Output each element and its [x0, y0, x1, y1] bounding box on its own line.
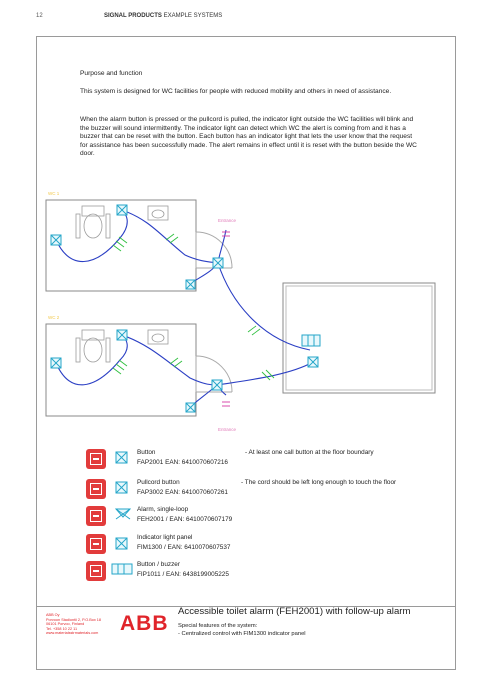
- legend-pullcord-icon: [86, 479, 106, 499]
- walls: [46, 200, 435, 416]
- legend-button-note: - At least one call button at the floor boundary: [245, 449, 374, 456]
- intro-paragraph-1: This system is designed for WC facilities for people with reduced mobility and others in need of assistance.: [80, 88, 392, 95]
- devices: [51, 205, 320, 412]
- wc1-toilet-tank: [82, 206, 104, 216]
- wc2-toilet-tank: [82, 330, 104, 340]
- legend-button-icon: [86, 449, 106, 469]
- address-line: www.materialsstrmaterials.com: [46, 631, 99, 636]
- legend-pullcord-note: - The cord should be left long enough to touch the floor: [241, 479, 397, 486]
- address-line: Tel. +358 10 22 11: [46, 626, 78, 631]
- wire-wc2-a: [56, 335, 127, 385]
- legend-indicator-title: Indicator light panel: [137, 534, 193, 541]
- intro-paragraph-2: When the alarm button is pressed or the pullcord is pulled, the indicator light outside the WC facilities will blink and the buzzer will sound intermittently. The indicator light can detect which WC the alert is coming from and it has a buzzer that can be reset with the button. Each button has an indicator light that lets the user know that the request for assistance has been successfully made. The alert remains in effect until it is reset with the button beside the WC door.: [80, 116, 417, 158]
- footer-subtitle: [178, 622, 306, 638]
- abb-logo: ABB: [120, 612, 169, 635]
- legend-button-code: FAP2001 EAN: 6410070607216: [137, 459, 228, 466]
- footer-sub-line-2: - Centralized control with FIM1300 indicator panel: [178, 631, 306, 637]
- legend-buzzer-code: FIP1011 / EAN: 6438199005225: [137, 571, 229, 578]
- door-label-1: Entrance: [218, 218, 237, 223]
- section-heading: Purpose and function: [80, 70, 143, 77]
- legend-alarm-code: FEH2001 / EAN: 6410070607179: [137, 516, 233, 523]
- indicator-panel-device: [302, 335, 320, 346]
- wire-wc2-d: [217, 362, 313, 385]
- door-label-2: Entrance: [218, 427, 237, 432]
- page-number: 12: [36, 13, 43, 19]
- legend-indicator-icon: [86, 534, 106, 554]
- legend-buzzer-icon: [86, 561, 106, 581]
- legend-pullcord-title: Pullcord button: [137, 479, 180, 486]
- wiring: [56, 210, 313, 407]
- footer-sub-line-1: Special features of the system:: [178, 623, 258, 629]
- legend-indicator-code: FIM1300 / EAN: 6410070607537: [137, 544, 231, 551]
- footer-title: Accessible toilet alarm (FEH2001) with follow-up alarm: [178, 606, 411, 617]
- address-line: ABB Oy: [46, 613, 60, 617]
- room-label-wc2: WC 2: [48, 315, 60, 320]
- legend-pullcord-code: FAP3002 EAN: 6410070607261: [137, 489, 228, 496]
- wire-wc2-b: [122, 335, 217, 385]
- legend-button-title: Button: [137, 449, 156, 456]
- room-label-wc1: WC 1: [48, 191, 60, 196]
- company-address: [46, 613, 101, 636]
- cable-marks: [113, 234, 274, 380]
- legend-symbols: [112, 452, 132, 574]
- legend-alarm-icon: [86, 506, 106, 526]
- brand-light: EXAMPLE SYSTEMS: [163, 13, 223, 19]
- wire-wc1-d: [218, 263, 310, 350]
- legend-buzzer-title: Button / buzzer: [137, 561, 180, 568]
- brand-bold: SIGNAL PRODUCTS: [104, 13, 162, 19]
- address-line: 06101 Porvoo, Finland: [46, 622, 85, 627]
- address-line: Porvoon Stadiontii 2, P.O.Box 18: [46, 617, 102, 622]
- wire-wc1-a: [56, 210, 127, 262]
- wc1-toilet-bowl: [84, 214, 102, 238]
- legend-alarm-title: Alarm, single-loop: [137, 506, 189, 513]
- wc2-toilet-bowl: [84, 338, 102, 362]
